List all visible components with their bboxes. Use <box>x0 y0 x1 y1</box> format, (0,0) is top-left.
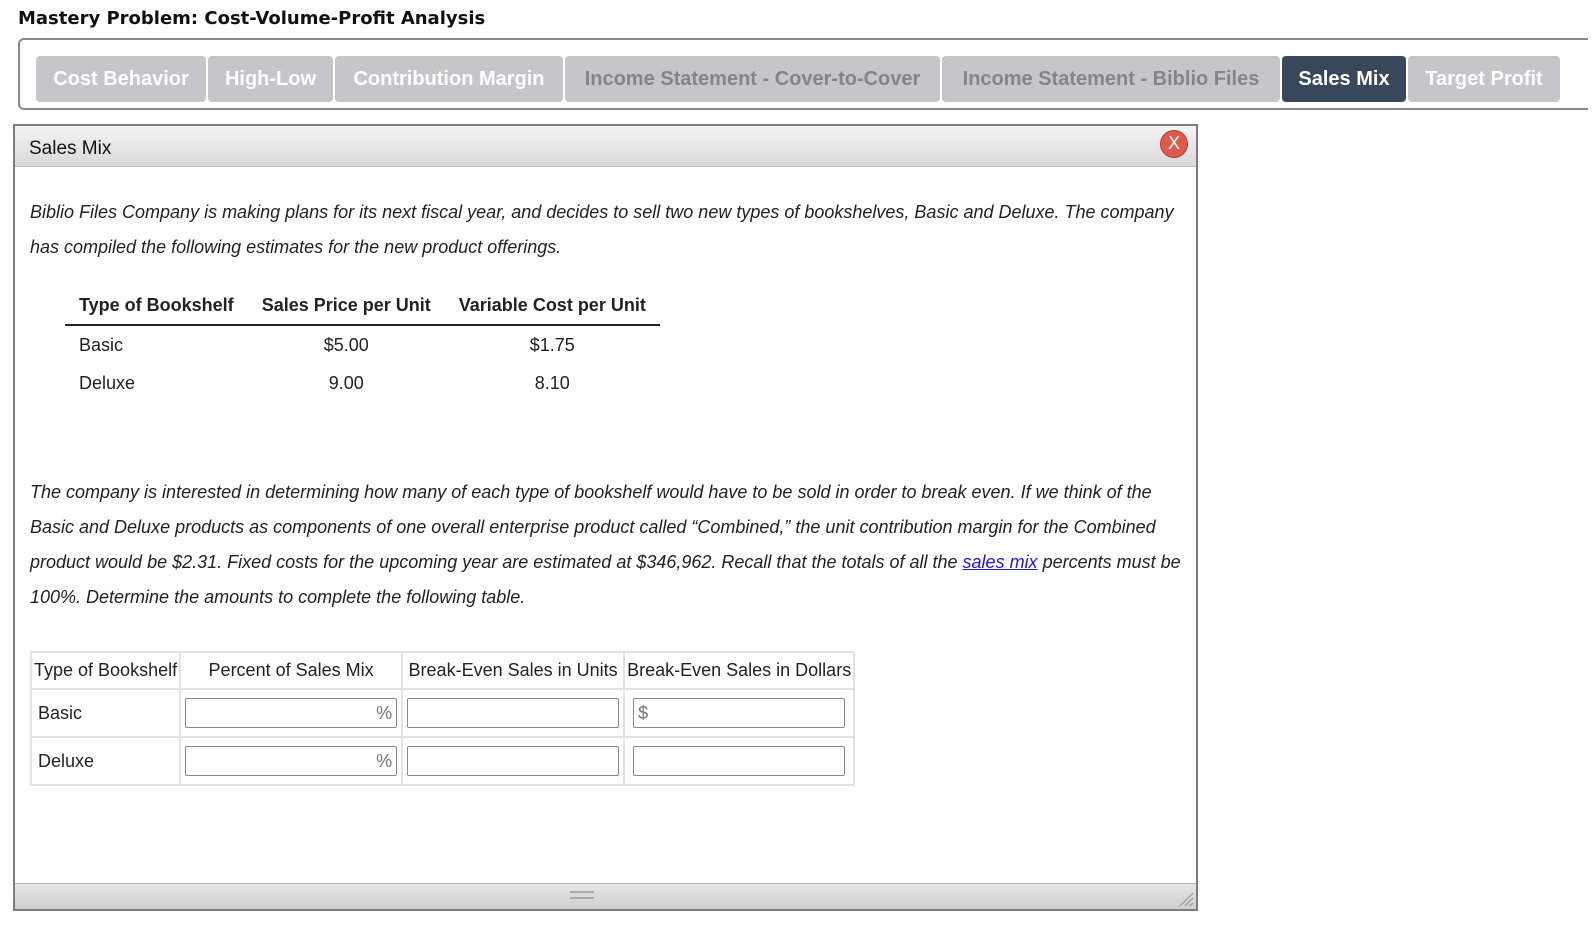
question-paragraph <box>30 475 1190 615</box>
percent-suffix: % <box>376 751 393 771</box>
estimates-table <box>65 286 660 402</box>
sales-price: 9.00 <box>328 372 364 393</box>
deluxe-percent-input[interactable] <box>185 746 397 776</box>
basic-units-input[interactable] <box>407 698 619 728</box>
dollars-cell <box>624 737 854 785</box>
table-row <box>65 325 660 364</box>
bookshelf-type: Deluxe <box>31 737 180 785</box>
answer-table <box>30 651 855 786</box>
sales-mix-dialog <box>13 124 1198 911</box>
column-header: Break-Even Sales in Units <box>402 652 624 689</box>
drag-grip-icon[interactable] <box>570 891 594 899</box>
dollars-cell <box>624 689 854 737</box>
column-header: Percent of Sales Mix <box>180 652 402 689</box>
table-header-row <box>31 652 854 689</box>
bookshelf-type: Deluxe <box>79 372 136 393</box>
tab-target-profit[interactable]: Target Profit <box>1408 56 1560 102</box>
percent-cell <box>180 737 402 785</box>
variable-cost: $1.75 <box>529 334 575 355</box>
sales-price: $5.00 <box>323 334 369 355</box>
dialog-header <box>15 126 1196 167</box>
tab-sales-mix[interactable]: Sales Mix <box>1282 56 1406 102</box>
units-cell <box>402 689 624 737</box>
dialog-footer <box>15 883 1196 909</box>
tab-bar <box>18 38 1588 110</box>
table-row <box>65 364 660 402</box>
variable-cost: 8.10 <box>534 372 570 393</box>
tab-contribution-margin[interactable]: Contribution Margin <box>335 56 563 102</box>
tab-income-statement-cover-to-cover[interactable]: Income Statement - Cover-to-Cover <box>565 56 940 102</box>
page-title: Mastery Problem: Cost-Volume-Profit Analysis <box>18 8 486 29</box>
dialog-title: Sales Mix <box>29 138 112 159</box>
column-header: Variable Cost per Unit <box>445 286 660 325</box>
bookshelf-type: Basic <box>79 334 124 355</box>
table-row <box>31 737 854 785</box>
deluxe-dollars-input[interactable] <box>633 746 845 776</box>
tab-income-statement-biblio-files[interactable]: Income Statement - Biblio Files <box>942 56 1280 102</box>
question-text: The company is interested in determining how many of each type of bookshelf would have to be sold in order to break even. If we think of the Basic and Deluxe products as components of one overall enterprise product called “Combined,” the unit contribution margin for the Combined product would be $2.31. Fixed costs for the upcoming year are estimated at $346,962. Recall that the totals of all the <box>30 482 1156 572</box>
intro-paragraph: Biblio Files Company is making plans for its next fiscal year, and decides to sell two new types of bookshelves, Basic and Deluxe. The company has compiled the following estimates for the new product offerings. <box>30 202 1174 257</box>
table-header-row <box>65 286 660 325</box>
column-header: Type of Bookshelf <box>65 286 248 325</box>
deluxe-units-input[interactable] <box>407 746 619 776</box>
percent-cell <box>180 689 402 737</box>
tab-cost-behavior[interactable]: Cost Behavior <box>36 56 206 102</box>
percent-suffix: % <box>376 703 393 723</box>
bookshelf-type: Basic <box>31 689 180 737</box>
basic-percent-input[interactable] <box>185 698 397 728</box>
table-row <box>31 689 854 737</box>
units-cell <box>402 737 624 785</box>
column-header: Type of Bookshelf <box>31 652 180 689</box>
resize-handle-icon[interactable] <box>1178 891 1194 907</box>
dollar-prefix: $ <box>638 703 649 723</box>
tab-high-low[interactable]: High-Low <box>208 56 333 102</box>
column-header: Sales Price per Unit <box>248 286 445 325</box>
sales-mix-link[interactable]: sales mix <box>962 552 1038 572</box>
close-button[interactable]: X <box>1160 130 1188 158</box>
column-header: Break-Even Sales in Dollars <box>624 652 854 689</box>
basic-dollars-input[interactable] <box>633 698 845 728</box>
question-text: percents must be 100%. Determine the amounts to complete the following table. <box>30 552 1181 607</box>
